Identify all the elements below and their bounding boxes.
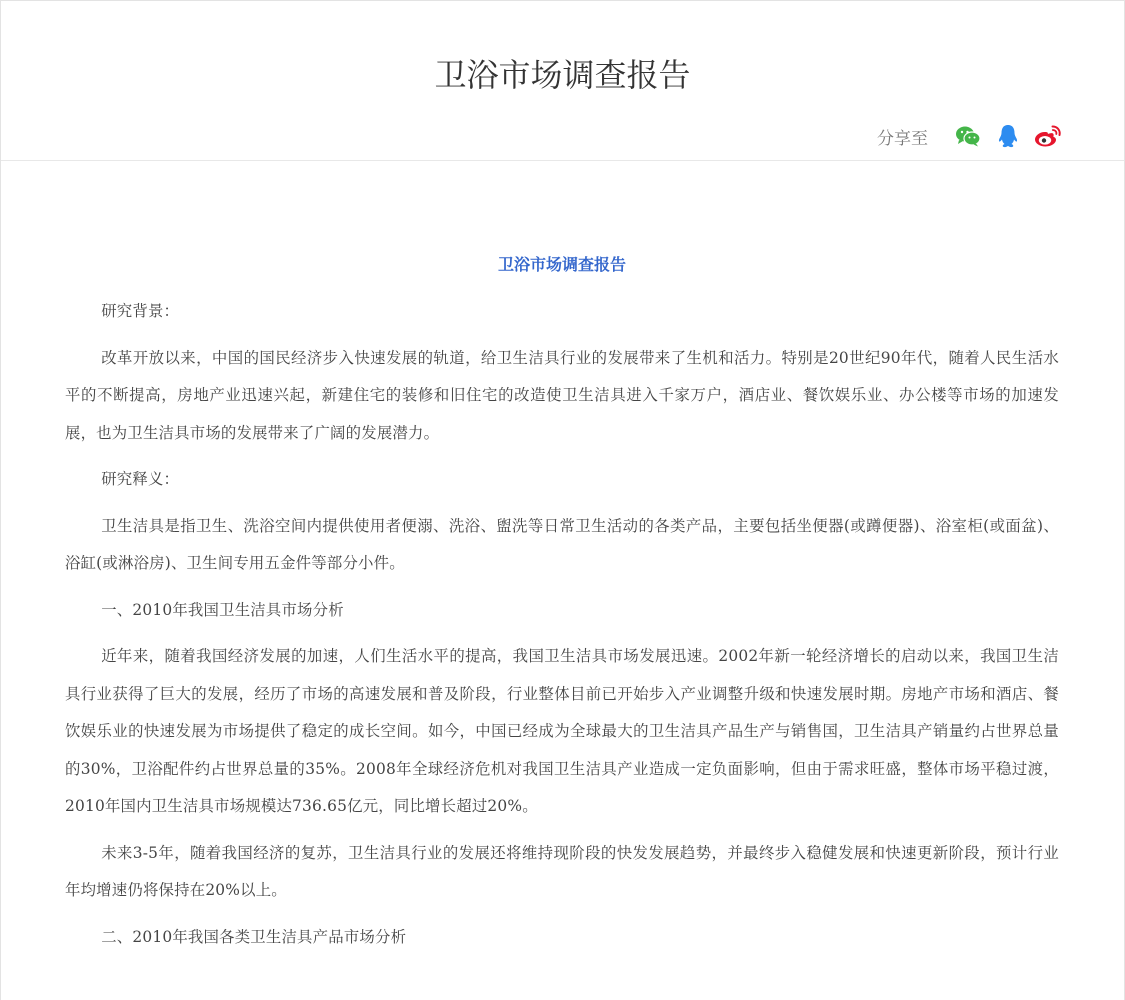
page-header (1, 1, 1124, 161)
share-bar (877, 121, 1062, 151)
paragraph-background: 改革开放以来，中国的国民经济步入快速发展的轨道，给卫生洁具行业的发展带来了生机和活力。特别是20世纪90年代，随着人民生活水平的不断提高，房地产业迅速兴起，新建住宅的装修和旧住宅的改造使卫生洁具进入千家万户，酒店业、餐饮娱乐业、办公楼等市场的加速发展，也为卫生洁具市场的发展带来了广阔的发展潜力。 (65, 348, 1059, 442)
page-title: 卫浴市场调查报告 (434, 56, 691, 94)
paragraph-definition: 卫生洁具是指卫生、洗浴空间内提供使用者便溺、洗浴、盥洗等日常卫生活动的各类产品，主要包括坐便器(或蹲便器)、浴室柜(或面盆)、浴缸(或淋浴房)、卫生间专用五金件等部分小件。 (65, 516, 1059, 572)
section-heading-market-analysis: 一、2010年我国卫生洁具市场分析 (101, 600, 344, 619)
section-heading-definition: 研究释义： (101, 470, 180, 488)
paragraph-market-outlook: 未来3-5年，随着我国经济的复苏，卫生洁具行业的发展还将维持现阶段的快发发展趋势，并最终步入稳健发展和快速更新阶段，预计行业年均增速仍将保持在20%以上。 (65, 843, 1059, 899)
article-content (65, 247, 1059, 965)
section-heading-background: 研究背景： (101, 302, 180, 320)
wechat-icon[interactable] (954, 122, 982, 150)
weibo-icon[interactable] (1034, 122, 1062, 150)
qq-icon[interactable] (994, 122, 1022, 150)
section-heading-product-analysis: 二、2010年我国各类卫生洁具产品市场分析 (101, 927, 407, 946)
share-label: 分享至 (877, 128, 928, 149)
paragraph-market-analysis: 近年来，随着我国经济发展的加速，人们生活水平的提高，我国卫生洁具市场发展迅速。2002年新一轮经济增长的启动以来，我国卫生洁具行业获得了巨大的发展，经历了市场的高速发展和普及阶段，行业整体目前已开始步入产业调整升级和快速发展时期。房地产市场和酒店、餐饮娱乐业的快速发展为市场提供了稳定的成长空间。如今，中国已经成为全球最大的卫生洁具产品生产与销售国，卫生洁具产销量约占世界总量的30%，卫浴配件约占世界总量的35%。2008年全球经济危机对我国卫生洁具产业造成一定负面影响，但由于需求旺盛，整体市场平稳过渡，2010年国内卫生洁具市场规模达736.65亿元，同比增长超过20%。 (65, 647, 1059, 815)
article-title: 卫浴市场调查报告 (497, 255, 626, 274)
